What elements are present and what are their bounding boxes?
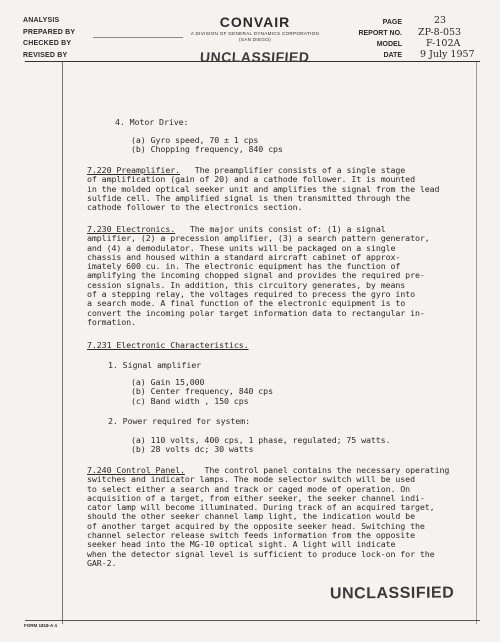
right-margin-line bbox=[476, 62, 477, 624]
model-label: MODEL bbox=[376, 41, 402, 48]
section-7-230-line-11: formation. bbox=[87, 316, 136, 327]
company-location: (SAN DIEGO) bbox=[239, 37, 271, 42]
section-7-220-heading: 7.220 Preamplifier. bbox=[87, 165, 181, 175]
section-7-240-line-1: The control panel contains the necessary operating bbox=[204, 465, 450, 475]
section-7-230-line-9: a search mode. A final function of the electronic equipment is to bbox=[87, 298, 406, 309]
section-7-230-line-4: chassis and housed within a standard aircraft cabinet of approx- bbox=[87, 251, 401, 262]
section-7-230-line-6: amplifying the incoming chopped signal and provides the required pre- bbox=[87, 270, 425, 281]
chopping-frequency-item: (b) Chopping frequency, 840 cps bbox=[131, 144, 283, 155]
section-7-230-line-8: of a stepping relay, the voltages required to precess the gyro into bbox=[87, 289, 415, 300]
dc-power-item: (b) 28 volts dc; 30 watts bbox=[131, 444, 254, 455]
report-number: ZP-8-053 bbox=[418, 27, 462, 38]
form-number: FORM 1818-A-1 bbox=[24, 623, 58, 628]
section-7-240-line-6: should the other seeker channel lamp light, the indication would be bbox=[87, 511, 415, 522]
section-7-240-line-7: of another target acquired by the opposite seeker head. Switching the bbox=[87, 520, 425, 531]
section-7-240-heading: 7.240 Control Panel. bbox=[87, 465, 185, 475]
report-label: REPORT NO. bbox=[358, 30, 402, 37]
section-7-240-line-4: acquisition of a target, from either seeker, the seeker channel indi- bbox=[87, 492, 425, 503]
date-value: 9 July 1957 bbox=[420, 49, 475, 60]
revised-by-label: REVISED BY bbox=[23, 51, 68, 59]
page-label: PAGE bbox=[382, 19, 402, 26]
section-7-220 bbox=[87, 166, 439, 212]
footer-rule bbox=[25, 620, 480, 621]
section-7-220-line-3: in the molded optical seeker unit and amplifies the signal from the lead bbox=[87, 183, 440, 194]
analysis-label: ANALYSIS bbox=[23, 17, 60, 24]
section-7-220-line-4: sulfide cell. The amplified signal is then transmitted through the bbox=[87, 192, 411, 203]
company-name: CONVAIR bbox=[219, 14, 291, 30]
motor-drive-heading: 4. Motor Drive: bbox=[115, 117, 189, 127]
section-7-230 bbox=[87, 225, 430, 327]
section-7-230-line-7: cession signals. In addition, this circuitory generates, by means bbox=[87, 279, 406, 290]
section-7-240-line-3: to select either a search and track or caged mode of operation. On bbox=[87, 483, 411, 494]
section-7-240-line-10: when the detector signal level is sufficient to produce lock-on for the bbox=[87, 548, 435, 559]
section-7-220-line-5: cathode follower to the electronics section. bbox=[87, 202, 303, 213]
section-7-230-line-1: The major units consist of: (1) a signal bbox=[189, 224, 386, 234]
power-required-subitems bbox=[131, 436, 390, 455]
band-width-item: (c) Band width , 150 cps bbox=[131, 395, 249, 406]
section-7-240-line-11: GAR-2. bbox=[87, 557, 117, 568]
checked-by-label: CHECKED BY bbox=[23, 40, 72, 47]
signal-amplifier-subitems bbox=[131, 378, 273, 406]
section-7-230-line-5: imately 600 cu. in. The electronic equipment has the function of bbox=[87, 261, 401, 272]
section-7-230-line-3: and (4) a demodulator. These units will be packaged on a single bbox=[87, 242, 396, 253]
unclassified-stamp-bottom: UNCLASSIFIED bbox=[329, 584, 455, 603]
section-7-220-line-1: The preamplifier consists of a single stage bbox=[194, 165, 406, 175]
unclassified-stamp-top: UNCLASSIFIED bbox=[199, 49, 311, 65]
section-7-231-heading: 7.231 Electronic Characteristics. bbox=[87, 340, 249, 350]
date-label: DATE bbox=[383, 52, 402, 59]
page-number: 23 bbox=[434, 15, 447, 26]
company-division: A DIVISION OF GENERAL DYNAMICS CORPORATION bbox=[190, 31, 320, 36]
model-value: F-102A bbox=[426, 38, 461, 49]
header-left-labels bbox=[23, 15, 75, 61]
prepared-by-label: PREPARED BY bbox=[23, 28, 76, 36]
center-frequency-item: (b) Center frequency, 840 cps bbox=[131, 386, 273, 397]
section-7-240-line-9: seeker head into the MG-10 optical sight. A light will indicate bbox=[87, 539, 396, 550]
section-7-240-line-8: channel selector release switch feeds information from the opposite bbox=[87, 530, 415, 541]
section-7-240-line-2: switches and indicator lamps. The mode selector switch will be used bbox=[87, 474, 415, 485]
motor-drive-items bbox=[131, 136, 283, 155]
section-7-230-line-10: convert the incoming polar target information data to rectangular in- bbox=[87, 307, 425, 318]
gain-item: (a) Gain 15,000 bbox=[131, 377, 205, 387]
ac-power-item: (a) 110 volts, 400 cps, 1 phase, regulated; 75 watts. bbox=[131, 435, 391, 445]
signal-amplifier-item: 1. Signal amplifier bbox=[108, 360, 202, 370]
left-margin-line bbox=[62, 62, 63, 624]
section-7-230-line-2: amplifier, (2) a precession amplifier, (3) a search pattern generator, bbox=[87, 233, 430, 244]
gyro-speed-item: (a) Gyro speed, 70 ± 1 cps bbox=[131, 135, 259, 145]
section-7-240-line-5: cator lamp will become illuminated. During track of an acquired target, bbox=[87, 502, 435, 513]
section-7-220-line-2: of amplification (gain of 20) and a cathode follower. It is mounted bbox=[87, 174, 415, 185]
power-required-item: 2. Power required for system: bbox=[108, 416, 250, 426]
section-7-230-heading: 7.230 Electronics. bbox=[87, 224, 176, 234]
section-7-240 bbox=[87, 466, 449, 568]
